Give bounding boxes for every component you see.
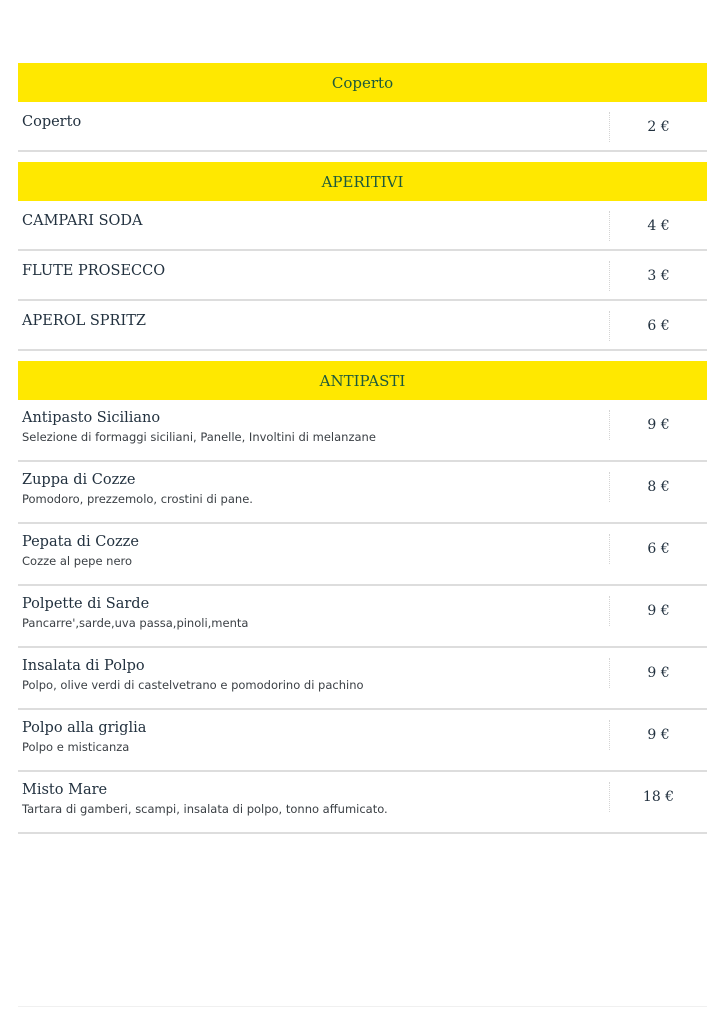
item-price-cell xyxy=(609,410,707,440)
item-price: 2 € xyxy=(647,119,670,135)
menu-item[interactable] xyxy=(18,400,707,462)
menu-item[interactable] xyxy=(18,201,707,251)
menu-item[interactable] xyxy=(18,462,707,524)
menu-item[interactable] xyxy=(18,586,707,648)
item-price-cell xyxy=(609,311,707,341)
item-description: Pomodoro, prezzemolo, crostini di pane. xyxy=(22,492,253,506)
item-price-cell xyxy=(609,261,707,291)
item-price: 8 € xyxy=(647,479,670,495)
item-price-cell xyxy=(609,720,707,750)
item-info xyxy=(18,524,609,568)
item-name: Misto Mare xyxy=(22,782,108,798)
item-info xyxy=(18,201,609,230)
section-header: ANTIPASTI xyxy=(18,361,707,400)
menu-item[interactable] xyxy=(18,301,707,351)
item-name: Antipasto Siciliano xyxy=(22,410,161,426)
item-price-cell xyxy=(609,472,707,502)
item-price: 18 € xyxy=(642,789,675,805)
menu xyxy=(18,63,707,844)
item-info xyxy=(18,772,609,816)
item-name: Zuppa di Cozze xyxy=(22,472,136,488)
item-price: 4 € xyxy=(647,218,670,234)
menu-item[interactable] xyxy=(18,102,707,152)
item-price-cell xyxy=(609,211,707,241)
item-price: 9 € xyxy=(647,603,670,619)
menu-item[interactable] xyxy=(18,251,707,301)
item-info xyxy=(18,102,609,131)
item-name: APEROL SPRITZ xyxy=(22,313,146,329)
section-aperitivi xyxy=(18,162,707,351)
item-price: 9 € xyxy=(647,727,670,743)
item-info xyxy=(18,251,609,280)
section-antipasti xyxy=(18,361,707,834)
item-name: Pepata di Cozze xyxy=(22,534,139,550)
item-price: 9 € xyxy=(647,665,670,681)
item-info xyxy=(18,400,609,444)
item-description: Selezione di formaggi siciliani, Panelle, Involtini di melanzane xyxy=(22,430,376,444)
item-price-cell xyxy=(609,782,707,812)
item-price: 9 € xyxy=(647,417,670,433)
page-bottom-divider xyxy=(18,1006,707,1007)
item-price-cell xyxy=(609,534,707,564)
item-info xyxy=(18,648,609,692)
item-description: Polpo, olive verdi di castelvetrano e pomodorino di pachino xyxy=(22,678,364,692)
item-name: Polpette di Sarde xyxy=(22,596,150,612)
item-price-cell xyxy=(609,596,707,626)
item-name: FLUTE PROSECCO xyxy=(22,263,166,279)
item-price-cell xyxy=(609,112,707,142)
item-description: Tartara di gamberi, scampi, insalata di polpo, tonno affumicato. xyxy=(22,802,388,816)
item-price-cell xyxy=(609,658,707,688)
item-description: Cozze al pepe nero xyxy=(22,554,133,568)
item-info xyxy=(18,462,609,506)
section-coperto xyxy=(18,63,707,152)
item-price: 6 € xyxy=(647,541,670,557)
item-description: Polpo e misticanza xyxy=(22,740,130,754)
item-name: Coperto xyxy=(22,114,82,130)
menu-item[interactable] xyxy=(18,710,707,772)
menu-item[interactable] xyxy=(18,648,707,710)
item-price: 6 € xyxy=(647,318,670,334)
section-header: APERITIVI xyxy=(18,162,707,201)
item-name: Polpo alla griglia xyxy=(22,720,147,736)
item-info xyxy=(18,710,609,754)
item-price: 3 € xyxy=(647,268,670,284)
item-description: Pancarre',sarde,uva passa,pinoli,menta xyxy=(22,616,249,630)
menu-item[interactable] xyxy=(18,772,707,834)
section-header: Coperto xyxy=(18,63,707,102)
item-name: Insalata di Polpo xyxy=(22,658,145,674)
item-info xyxy=(18,301,609,330)
item-info xyxy=(18,586,609,630)
menu-item[interactable] xyxy=(18,524,707,586)
item-name: CAMPARI SODA xyxy=(22,213,143,229)
